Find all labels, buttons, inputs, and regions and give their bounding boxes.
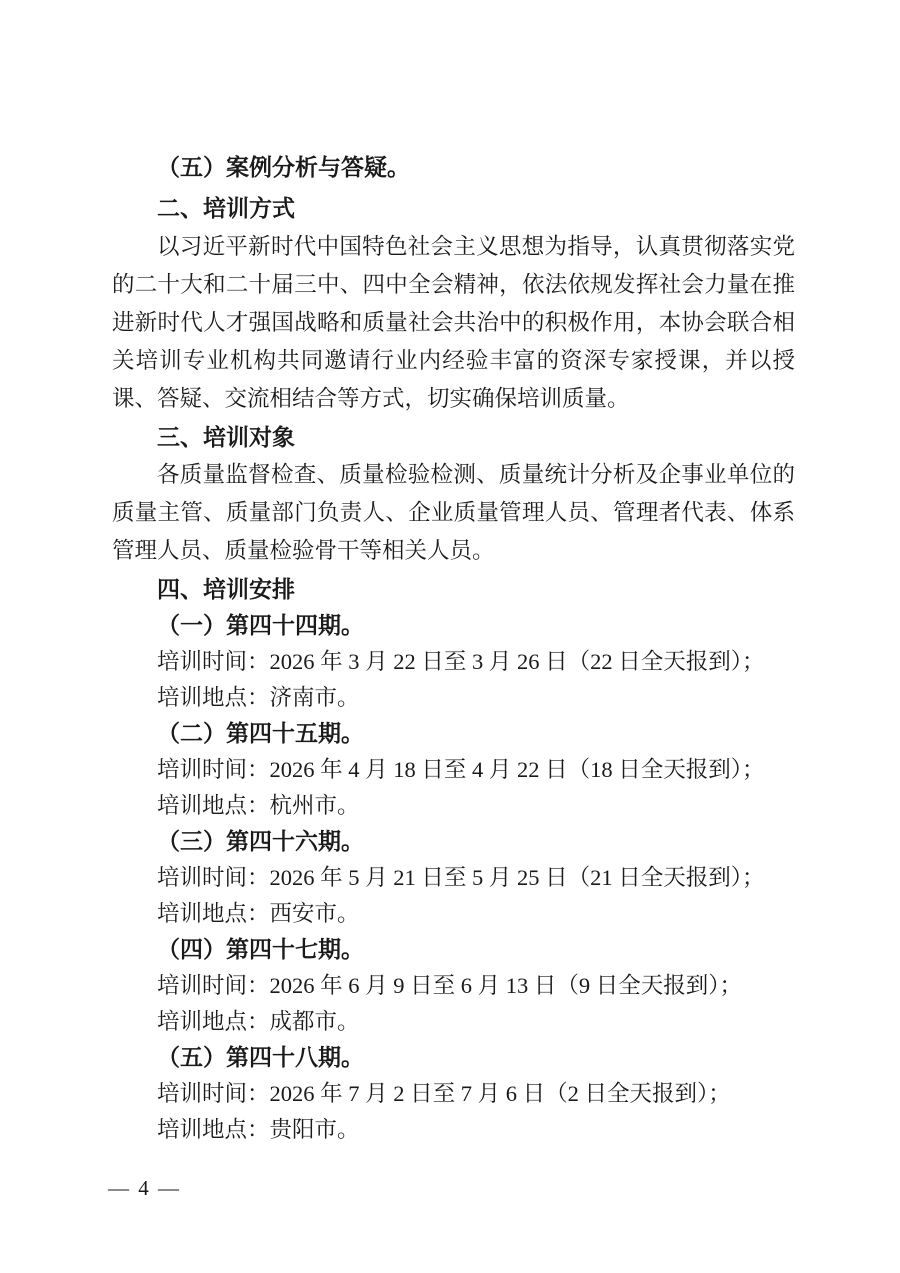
- session-block: [112, 932, 795, 1040]
- session-block: [112, 608, 795, 716]
- session-title: （三）第四十六期。: [157, 829, 364, 854]
- training-method-paragraph: 以习近平新时代中国特色社会主义思想为指导，认真贯彻落实党的二十大和二十届三中、四中全会精神，依法依规发挥社会力量在推进新时代人才强国战略和质量社会共治中的积极作用，本协会联合相关培训专业机构共同邀请行业内经验丰富的资深专家授课，并以授课、答疑、交流相结合等方式，切实确保培训质量。: [112, 234, 795, 411]
- session-title: （二）第四十五期。: [157, 721, 364, 746]
- session-location: 培训地点：杭州市。: [157, 793, 360, 818]
- session-location: 培训地点：西安市。: [157, 901, 360, 926]
- session-time: 培训时间：2026 年 6 月 9 日至 6 月 13 日（9 日全天报到）；: [157, 973, 743, 998]
- session-block: [112, 1040, 795, 1148]
- session-location: 培训地点：贵阳市。: [157, 1117, 360, 1142]
- section-heading-training-audience: 三、培训对象: [157, 424, 295, 450]
- training-audience-paragraph: 各质量监督检查、质量检验检测、质量统计分析及企事业单位的质量主管、质量部门负责人、企业质量管理人员、管理者代表、体系管理人员、质量检验骨干等相关人员。: [112, 462, 795, 563]
- section-heading-training-method: 二、培训方式: [157, 195, 295, 221]
- session-title: （五）第四十八期。: [157, 1045, 364, 1070]
- list-item-case-analysis: （五）案例分析与答疑。: [157, 155, 410, 180]
- session-time: 培训时间：2026 年 5 月 21 日至 5 月 25 日（21 日全天报到）；: [157, 865, 765, 890]
- session-time: 培训时间：2026 年 3 月 22 日至 3 月 26 日（22 日全天报到）；: [157, 649, 765, 674]
- session-location: 培训地点：成都市。: [157, 1009, 360, 1034]
- session-block: [112, 716, 795, 824]
- page-number: — 4 —: [108, 1176, 181, 1200]
- section-heading-training-schedule: 四、培训安排: [157, 576, 295, 602]
- session-time: 培训时间：2026 年 7 月 2 日至 7 月 6 日（2 日全天报到）；: [157, 1081, 731, 1106]
- session-location: 培训地点：济南市。: [157, 685, 360, 710]
- session-time: 培训时间：2026 年 4 月 18 日至 4 月 22 日（18 日全天报到）；: [157, 757, 765, 782]
- session-block: [112, 824, 795, 932]
- page-content: [112, 148, 795, 1148]
- session-title: （一）第四十四期。: [157, 613, 364, 638]
- session-title: （四）第四十七期。: [157, 937, 364, 962]
